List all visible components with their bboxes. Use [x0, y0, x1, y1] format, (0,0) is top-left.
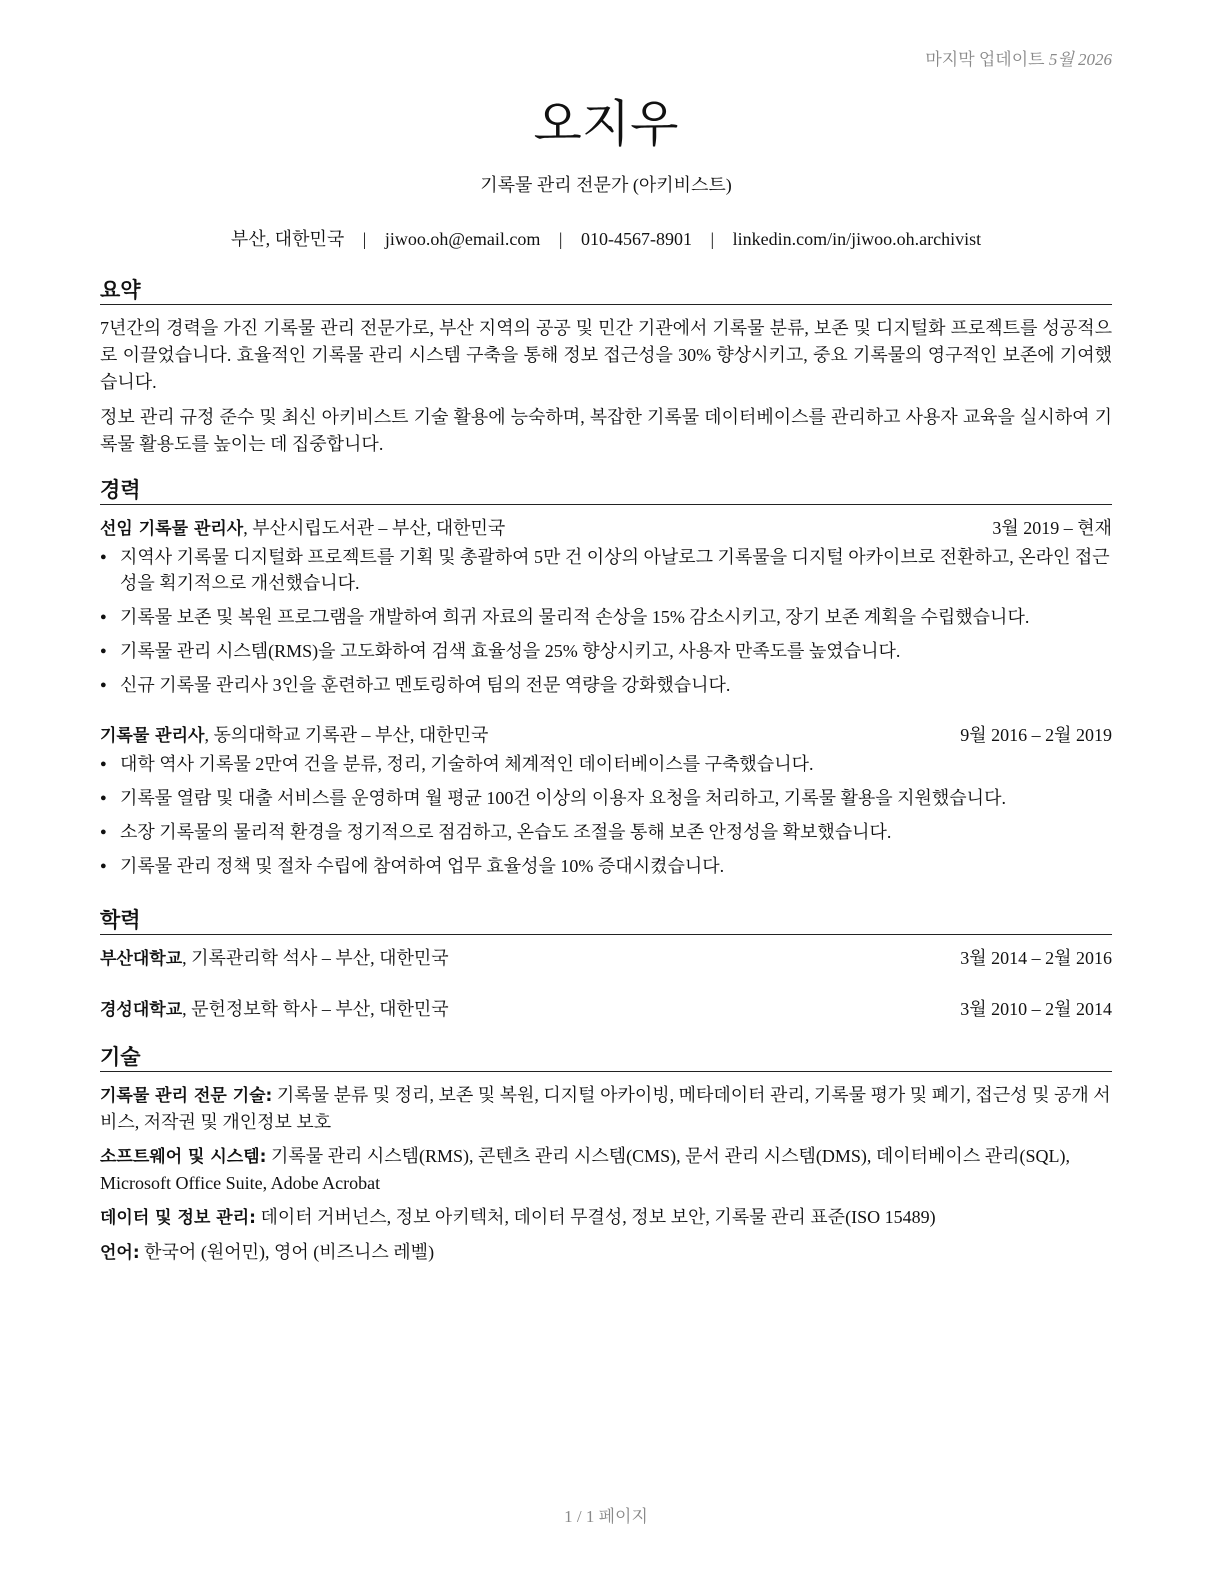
list-item: ● 대학 역사 기록물 2만여 건을 분류, 정리, 기술하여 체계적인 데이터베이스를 구축했습니다.	[120, 751, 1112, 777]
education-dates: 3월 2014 – 2월 2016	[960, 948, 1112, 968]
skill-text: 기록물 분류 및 정리, 보존 및 복원, 디지털 아카이빙, 메타데이터 관리, 기록물 평가 및 폐기, 접근성 및 공개 서비스, 저작권 및 개인정보 보호	[100, 1085, 1111, 1132]
job-title: 기록물 관리사	[100, 726, 205, 746]
summary-paragraph-1: 7년간의 경력을 가진 기록물 관리 전문가로, 부산 지역의 공공 및 민간 기관에서 기록물 분류, 보존 및 디지털화 프로젝트를 성공적으로 이끌었습니다. 효율적인 기록물 관리 시스템 구축을 통해 정보 접근성을 30% 향상시키고, 중요 기록물의 영구적인 보존에 기여했습니다.	[100, 318, 1112, 392]
job-entry	[100, 515, 1112, 698]
skill-text: 데이터 거버넌스, 정보 아키텍처, 데이터 무결성, 정보 보안, 기록물 관리 표준(ISO 15489)	[255, 1207, 936, 1227]
education-dates: 3월 2010 – 2월 2014	[960, 999, 1112, 1019]
skill-text: 기록물 관리 시스템(RMS), 콘텐츠 관리 시스템(CMS), 문서 관리 시스템(DMS), 데이터베이스 관리(SQL), Microsoft Office Suite, Adobe Acrobat	[100, 1146, 1070, 1193]
contact-location: 부산, 대한민국	[230, 229, 345, 249]
education-degree: , 문헌정보학 학사 – 부산, 대한민국	[182, 999, 449, 1019]
page-number: 1 / 1 페이지	[564, 1507, 648, 1526]
skill-row	[100, 1143, 1112, 1196]
resume-page	[100, 0, 1112, 1584]
skill-label: 소프트웨어 및 시스템:	[100, 1147, 267, 1167]
contact-phone: 010-4567-8901	[581, 229, 693, 249]
last-updated-label: 마지막 업데이트	[925, 50, 1045, 69]
last-updated-year: 2026	[1078, 50, 1112, 69]
candidate-name: 오지우	[533, 95, 679, 153]
candidate-role: 기록물 관리 전문가 (아키비스트)	[480, 175, 732, 195]
job-title-line	[100, 722, 488, 749]
education-school: 경성대학교	[100, 1000, 183, 1020]
last-updated-month: 5월	[1048, 50, 1074, 69]
list-item: ● 기록물 열람 및 대출 서비스를 운영하며 월 평균 100건 이상의 이용자 요청을 처리하고, 기록물 활용을 지원했습니다.	[120, 785, 1112, 811]
education-heading: 학력	[100, 908, 1112, 935]
job-title-line	[100, 515, 505, 542]
skill-row	[100, 1082, 1112, 1135]
skill-text: 한국어 (원어민), 영어 (비즈니스 레벨)	[139, 1242, 435, 1262]
list-item: ● 지역사 기록물 디지털화 프로젝트를 기획 및 총괄하여 5만 건 이상의 아날로그 기록물을 디지털 아카이브로 전환하고, 온라인 접근성을 획기적으로 개선했습니다.	[120, 544, 1112, 596]
education-section	[100, 908, 1112, 1023]
job-title: 선임 기록물 관리사	[100, 519, 244, 539]
summary-heading: 요약	[100, 278, 1112, 305]
experience-heading: 경력	[100, 478, 1112, 505]
job-dates: 9월 2016 – 2월 2019	[960, 725, 1112, 745]
education-title-line	[100, 945, 449, 972]
list-item: ● 기록물 관리 정책 및 절차 수립에 참여하여 업무 효율성을 10% 증대시켰습니다.	[120, 853, 1112, 879]
job-header	[100, 515, 1112, 542]
education-degree: , 기록관리학 석사 – 부산, 대한민국	[182, 948, 449, 968]
education-school: 부산대학교	[100, 949, 183, 969]
job-bullets	[100, 544, 1112, 698]
contact-separator: |	[710, 229, 715, 249]
skill-row	[100, 1204, 1112, 1231]
experience-section	[100, 478, 1112, 887]
job-bullets	[100, 751, 1112, 879]
job-org: , 부산시립도서관 – 부산, 대한민국	[243, 518, 506, 538]
skills-section	[100, 1045, 1112, 1274]
last-updated	[925, 45, 1112, 70]
contact-linkedin[interactable]: linkedin.com/in/jiwoo.oh.archivist	[732, 229, 982, 249]
skill-row	[100, 1239, 1112, 1266]
summary-section	[100, 278, 1112, 466]
contact-line	[100, 225, 1112, 251]
skill-label: 언어:	[100, 1243, 140, 1263]
list-item: ● 소장 기록물의 물리적 환경을 정기적으로 점검하고, 온습도 조절을 통해 보존 안정성을 확보했습니다.	[120, 819, 1112, 845]
education-entry	[100, 996, 1112, 1023]
job-org: , 동의대학교 기록관 – 부산, 대한민국	[204, 725, 489, 745]
job-header	[100, 722, 1112, 749]
list-item: ● 기록물 관리 시스템(RMS)을 고도화하여 검색 효율성을 25% 향상시키고, 사용자 만족도를 높였습니다.	[120, 638, 1112, 664]
summary-paragraph-2: 정보 관리 규정 준수 및 최신 아키비스트 기술 활용에 능숙하며, 복잡한 기록물 데이터베이스를 관리하고 사용자 교육을 실시하여 기록물 활용도를 높이는 데 집중합니다.	[100, 407, 1112, 454]
skills-heading: 기술	[100, 1045, 1112, 1072]
skill-label: 데이터 및 정보 관리:	[100, 1208, 256, 1228]
education-entry	[100, 945, 1112, 972]
job-entry	[100, 722, 1112, 879]
list-item: ● 신규 기록물 관리사 3인을 훈련하고 멘토링하여 팀의 전문 역량을 강화했습니다.	[120, 672, 1112, 698]
list-item: ● 기록물 보존 및 복원 프로그램을 개발하여 희귀 자료의 물리적 손상을 15% 감소시키고, 장기 보존 계획을 수립했습니다.	[120, 604, 1112, 630]
contact-email[interactable]: jiwoo.oh@email.com	[384, 229, 541, 249]
contact-separator: |	[558, 229, 563, 249]
skill-label: 기록물 관리 전문 기술:	[100, 1086, 273, 1106]
contact-separator: |	[362, 229, 367, 249]
job-dates: 3월 2019 – 현재	[992, 518, 1112, 538]
education-title-line	[100, 996, 449, 1023]
